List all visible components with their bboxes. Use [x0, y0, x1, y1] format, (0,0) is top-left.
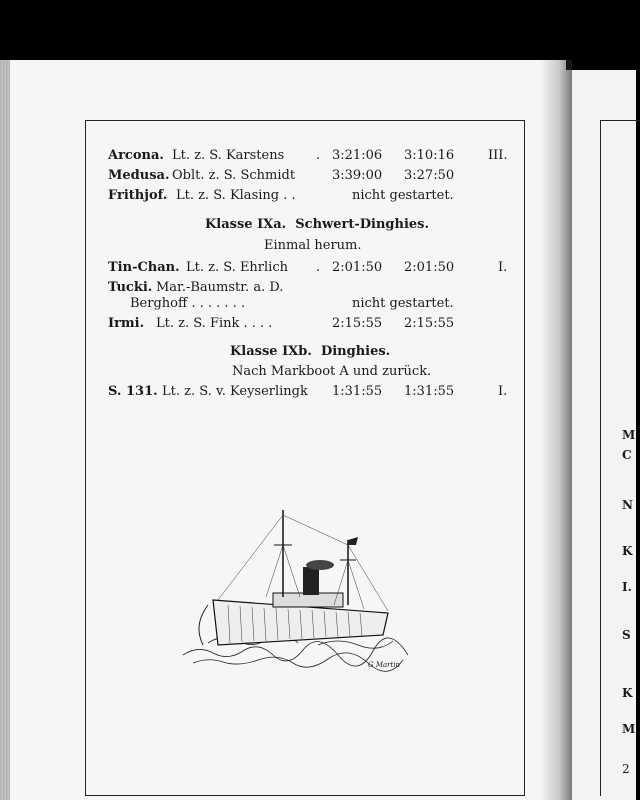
margin-letter: C [622, 448, 632, 462]
boat-name: Tucki. [108, 280, 153, 295]
time-corrected: 3:27:50 [404, 168, 455, 183]
boat-name: Arcona. [108, 148, 164, 163]
right-page-border-frame [600, 120, 640, 796]
time-elapsed: 3:21:06 [332, 148, 383, 163]
time-elapsed: 1:31:55 [332, 384, 383, 399]
result-row [108, 280, 152, 295]
margin-letter: N [622, 498, 633, 512]
result-row [108, 384, 158, 399]
time-corrected: 3:10:16 [404, 148, 455, 163]
time-elapsed: 2:01:50 [332, 260, 383, 275]
time-elapsed: 2:15:55 [332, 316, 383, 331]
result-row [108, 168, 169, 183]
placing: I. [498, 260, 508, 275]
time-corrected: 1:31:55 [404, 384, 455, 399]
placing: III. [488, 148, 508, 163]
margin-letter: K [622, 544, 633, 558]
margin-letter: M [622, 722, 636, 736]
status-text: nicht gestartet. [352, 188, 454, 203]
book-spine-shadow [540, 60, 572, 800]
course-description: Nach Markboot A und zurück. [232, 364, 432, 379]
result-row [108, 316, 144, 331]
officer: Lt. z. S. v. Keyserlingk [162, 384, 308, 399]
officer: Lt. z. S. Klasing . . [176, 188, 296, 203]
time-elapsed: 3:39:00 [332, 168, 383, 183]
dot-leader: . [316, 260, 321, 275]
dot-leader: . [316, 148, 321, 163]
steamship-illustration [178, 505, 428, 675]
boat-name: Medusa. [108, 168, 170, 183]
class-label: Klasse IXb. [230, 344, 312, 359]
class-name: Dinghies. [320, 344, 391, 359]
officer: Lt. z. S. Ehrlich [186, 260, 288, 275]
margin-letter: 2 [622, 762, 630, 776]
margin-letter: I. [622, 580, 632, 594]
officer: Lt. z. S. Fink . . . . [156, 316, 273, 331]
result-row [108, 148, 164, 163]
boat-name: Irmi. [108, 316, 145, 331]
course-description: Einmal herum. [264, 238, 362, 253]
placing: I. [498, 384, 508, 399]
margin-letter: S [622, 628, 631, 642]
artist-signature: G Martin [368, 661, 401, 669]
time-corrected: 2:01:50 [404, 260, 455, 275]
boat-name: Frithjof. [108, 188, 168, 203]
officer: Oblt. z. S. Schmidt [172, 168, 296, 183]
officer: Mar.-Baumstr. a. D. [156, 280, 284, 295]
result-row [108, 260, 180, 275]
status-text: nicht gestartet. [352, 296, 454, 311]
officer-continued: Berghoff . . . . . . . [130, 296, 246, 311]
class-heading [230, 344, 390, 359]
margin-letter: M [622, 428, 636, 442]
class-name: Schwert-Dinghies. [295, 217, 430, 232]
time-corrected: 2:15:55 [404, 316, 455, 331]
officer: Lt. z. S. Karstens [172, 148, 285, 163]
class-label: Klasse IXa. [205, 217, 287, 232]
result-row [108, 188, 167, 203]
boat-name: Tin-Chan. [108, 260, 180, 275]
boat-name: S. 131. [108, 384, 158, 399]
margin-letter: K [622, 686, 633, 700]
class-heading [205, 217, 429, 232]
